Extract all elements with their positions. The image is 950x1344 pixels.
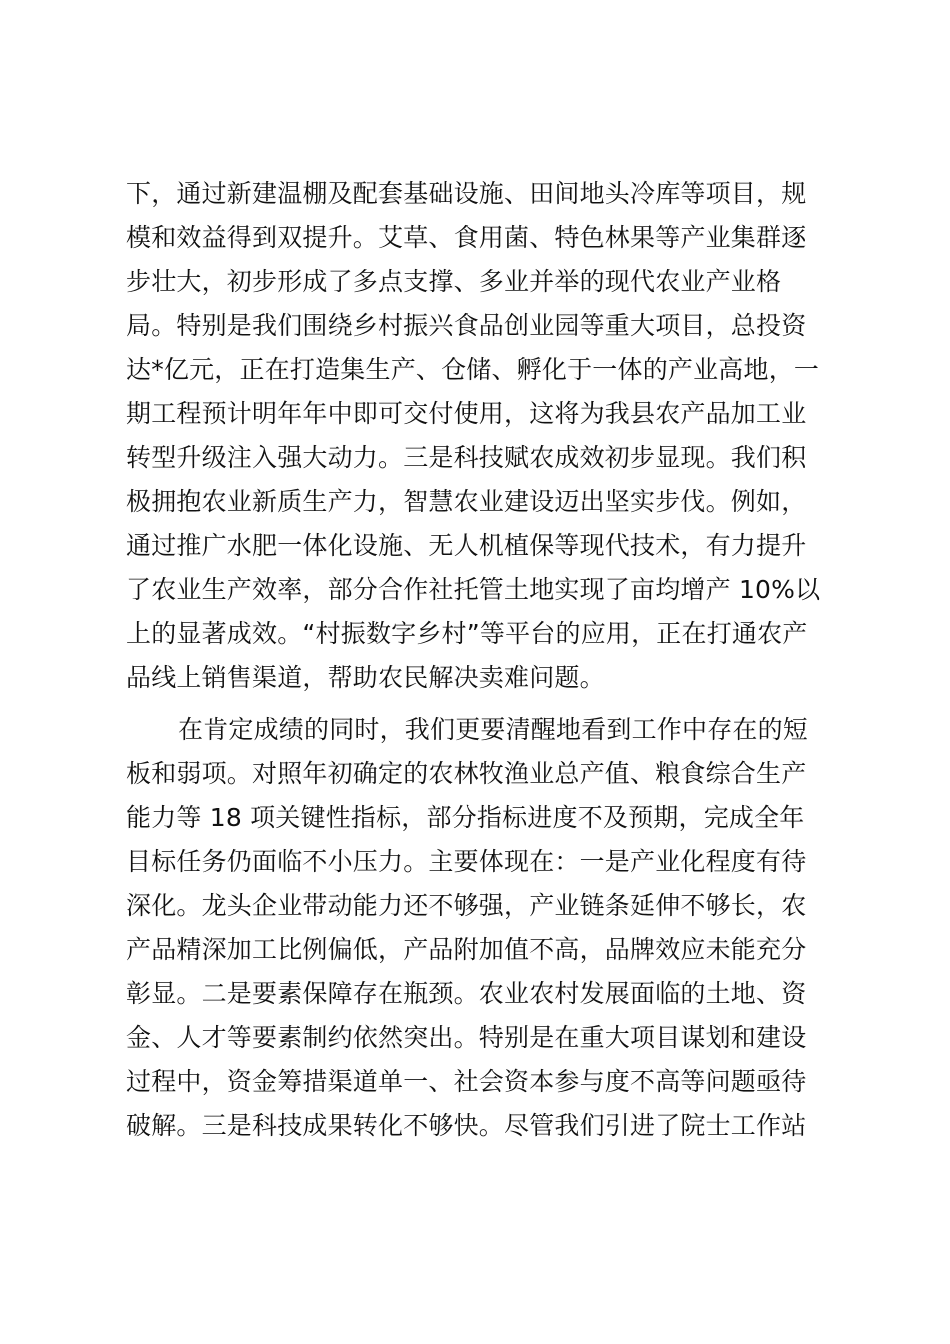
text-line: 转型升级注入强大动力。三是科技赋农成效初步显现。我们积	[126, 443, 807, 472]
text-line: 产品精深加工比例偏低，产品附加值不高，品牌效应未能充分	[126, 935, 807, 964]
text-line: 破解。三是科技成果转化不够快。尽管我们引进了院士工作站	[126, 1111, 807, 1140]
text-line: 上的显著成效。“村振数字乡村”等平台的应用，正在打通农产	[126, 619, 808, 648]
paragraph-shortcomings	[126, 708, 836, 1148]
paragraph-continuation	[126, 172, 836, 700]
text-line: 品线上销售渠道，帮助农民解决卖难问题。	[126, 663, 605, 692]
text-line: 彰显。二是要素保障存在瓶颈。农业农村发展面临的土地、资	[126, 979, 807, 1008]
text-line: 目标任务仍面临不小压力。主要体现在：一是产业化程度有待	[126, 847, 807, 876]
text-line: 了农业生产效率，部分合作社托管土地实现了亩均增产 10%以	[126, 575, 821, 604]
text-line: 极拥抱农业新质生产力，智慧农业建设迈出坚实步伐。例如，	[126, 487, 807, 516]
text-line: 下，通过新建温棚及配套基础设施、田间地头冷库等项目，规	[126, 179, 807, 208]
text-line: 通过推广水肥一体化设施、无人机植保等现代技术，有力提升	[126, 531, 807, 560]
text-line: 能力等 18 项关键性指标，部分指标进度不及预期，完成全年	[126, 803, 805, 832]
text-line: 期工程预计明年年中即可交付使用，这将为我县农产品加工业	[126, 399, 807, 428]
text-line: 板和弱项。对照年初确定的农林牧渔业总产值、粮食综合生产	[126, 759, 807, 788]
text-line: 局。特别是我们围绕乡村振兴食品创业园等重大项目，总投资	[126, 311, 807, 340]
text-line: 过程中，资金筹措渠道单一、社会资本参与度不高等问题亟待	[126, 1067, 807, 1096]
text-line: 深化。龙头企业带动能力还不够强，产业链条延伸不够长，农	[126, 891, 807, 920]
text-line: 步壮大，初步形成了多点支撑、多业并举的现代农业产业格	[126, 267, 782, 296]
text-line: 金、人才等要素制约依然突出。特别是在重大项目谋划和建设	[126, 1023, 807, 1052]
text-line: 模和效益得到双提升。艾草、食用菌、特色林果等产业集群逐	[126, 223, 807, 252]
text-line-first: 在肯定成绩的同时，我们更要清醒地看到工作中存在的短	[178, 715, 809, 744]
text-line: 达*亿元，正在打造集生产、仓储、孵化于一体的产业高地，一	[126, 355, 820, 384]
